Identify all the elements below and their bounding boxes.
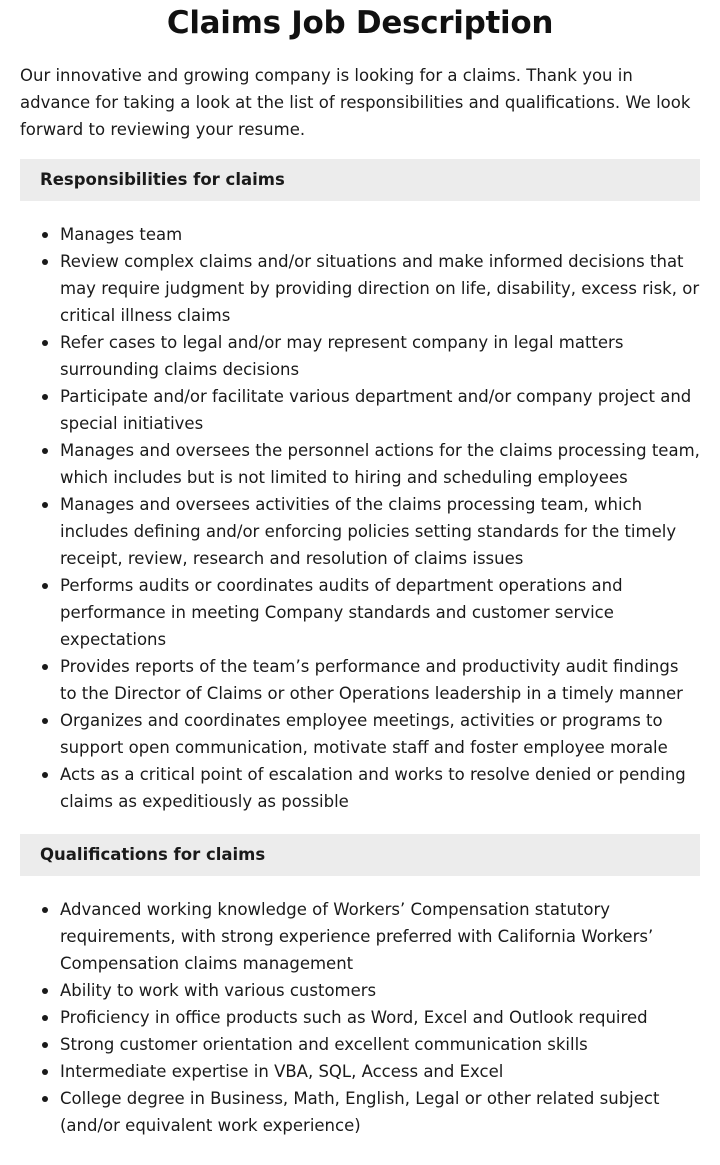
list-item: [20, 896, 700, 977]
bullet-icon: [42, 1042, 48, 1048]
list-item: [20, 1085, 700, 1139]
list-item: [20, 248, 700, 329]
qualifications-header: Qualifications for claims: [20, 834, 700, 876]
list-item: [20, 383, 700, 437]
list-item: [20, 572, 700, 653]
list-item: [20, 437, 700, 491]
list-item-text: Manages and oversees the personnel actions for the claims processing team, which includes but is not limited to hiring and scheduling employees: [60, 441, 700, 487]
list-item-text: Refer cases to legal and/or may represent company in legal matters surrounding claims decisions: [60, 333, 624, 379]
bullet-icon: [42, 502, 48, 508]
list-item: [20, 329, 700, 383]
list-item: [20, 1004, 700, 1031]
list-item-text: Provides reports of the team’s performance and productivity audit findings to the Director of Claims or other Operations leadership in a timely manner: [60, 657, 683, 703]
page-title: Claims Job Description: [166, 5, 554, 41]
list-item-text: Performs audits or coordinates audits of department operations and performance in meeting Company standards and customer service expectations: [60, 576, 623, 649]
bullet-icon: [42, 340, 48, 346]
list-item-text: Strong customer orientation and excellent communication skills: [60, 1035, 588, 1054]
bullet-icon: [42, 988, 48, 994]
list-item-text: College degree in Business, Math, English, Legal or other related subject (and/or equivalent work experience): [60, 1089, 660, 1135]
list-item-text: Review complex claims and/or situations and make informed decisions that may require judgment by providing direction on life, disability, excess risk, or critical illness claims: [60, 252, 700, 325]
list-item-text: Proficiency in office products such as Word, Excel and Outlook required: [60, 1008, 648, 1027]
responsibilities-list: [20, 221, 700, 815]
list-item: [20, 1031, 700, 1058]
list-item-text: Organizes and coordinates employee meetings, activities or programs to support open communication, motivate staff and foster employee morale: [60, 711, 668, 757]
list-item: [20, 221, 700, 248]
list-item-text: Participate and/or facilitate various department and/or company project and special initiatives: [60, 387, 692, 433]
list-item-text: Manages and oversees activities of the claims processing team, which includes defining and/or enforcing policies setting standards for the timely receipt, review, research and resolution of claims issues: [60, 495, 677, 568]
qualifications-list: [20, 896, 700, 1139]
bullet-icon: [42, 259, 48, 265]
bullet-icon: [42, 907, 48, 913]
list-item: [20, 653, 700, 707]
bullet-icon: [42, 718, 48, 724]
bullet-icon: [42, 664, 48, 670]
list-item: [20, 761, 700, 815]
responsibilities-header: Responsibilities for claims: [20, 159, 700, 201]
bullet-icon: [42, 448, 48, 454]
list-item-text: Intermediate expertise in VBA, SQL, Access and Excel: [60, 1062, 504, 1081]
bullet-icon: [42, 583, 48, 589]
list-item: [20, 491, 700, 572]
intro-paragraph: Our innovative and growing company is looking for a claims. Thank you in advance for taking a look at the list of responsibilities and qualifications. We look forward to reviewing your resume.: [20, 66, 691, 139]
list-item: [20, 977, 700, 1004]
list-item-text: Advanced working knowledge of Workers’ Compensation statutory requirements, with strong experience preferred with California Workers’ Compensation claims management: [60, 900, 654, 973]
list-item-text: Ability to work with various customers: [60, 981, 377, 1000]
list-item-text: Acts as a critical point of escalation and works to resolve denied or pending claims as expeditiously as possible: [60, 765, 686, 811]
list-item: [20, 707, 700, 761]
list-item: [20, 1058, 700, 1085]
bullet-icon: [42, 1015, 48, 1021]
bullet-icon: [42, 1096, 48, 1102]
list-item-text: Manages team: [60, 225, 183, 244]
bullet-icon: [42, 1069, 48, 1075]
bullet-icon: [42, 232, 48, 238]
bullet-icon: [42, 772, 48, 778]
bullet-icon: [42, 394, 48, 400]
